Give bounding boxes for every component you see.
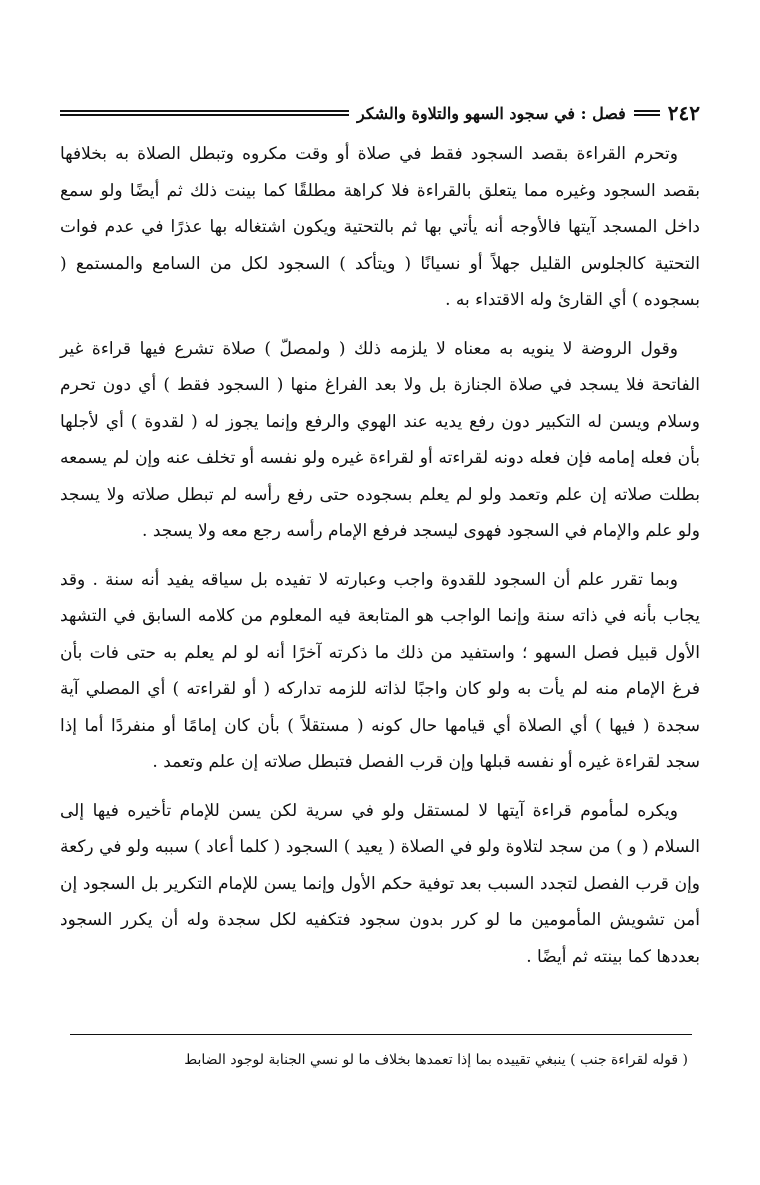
section-title: فصل : في سجود السهو والتلاوة والشكر <box>356 103 626 123</box>
paragraph: ويكره لمأموم قراءة آيتها لا لمستقل ولو في سرية لكن يسن للإمام تأخيره فيها إلى السلام ( و ) من سجد لتلاوة ولو في الصلاة ( يعيد ) السجود ( كلما أعاد ) سببه ولو في ركعة وإن قرب الفصل لتجدد السبب بعد توفية حكم الأول وإنما يسن للإمام التكرير بل السجود إن أمن تشويش المأمومين ما لو كرر بدون سجود فتكفيه لكل سجدة وله أن يكرر السجود بعددها كما بينته ثم أيضًا . <box>60 800 700 967</box>
page-number: ٢٤٢ <box>667 101 700 125</box>
header-rule-long <box>60 110 349 116</box>
header-rule-short <box>634 110 660 116</box>
footnote: ( قوله لقراءة جنب ) ينبغي تقييده بما إذا تعمدها بخلاف ما لو نسي الجنابة لوجود الضابط <box>184 1052 688 1068</box>
running-header <box>60 96 700 130</box>
paragraph: وقول الروضة لا ينويه به معناه لا يلزمه ذلك ( ولمصلّ ) صلاة تشرع فيها قراءة غير الفاتحة فلا يسجد في صلاة الجنازة بل ولا بعد الفراغ منها ( السجود فقط ) أي دون تحرم وسلام ويسن له التكبير دون رفع يديه عند الهوي والرفع وإنما يجوز له ( لقدوة ) أي لأجلها بأن فعله إمامه فإن فعله دونه لقراءته أو لقراءة غيره ولو نفسه أو تخلف عنه وإن لم يسمعه بطلت صلاته إن علم وتعمد ولو لم يعلم بسجوده حتى رفع رأسه لم تبطل صلاته ولا يسجد ولو علم والإمام في السجود فهوى ليسجد فرفع الإمام رأسه رجع معه ولا يسجد . <box>60 338 700 541</box>
footnote-divider <box>70 1034 692 1035</box>
page-content <box>60 96 700 987</box>
paragraph: وبما تقرر علم أن السجود للقدوة واجب وعبارته لا تفيده بل سياقه يفيد أنه سنة . وقد يجاب بأنه في ذاته سنة وإنما الواجب هو المتابعة فيه المعلوم من كلامه السابق في التشهد الأول قبيل فصل السهو ؛ واستفيد من ذلك ما ذكرته آخرًا أنه لو لم يعلم به حتى فات بأن فرغ الإمام منه لم يأت به ولو كان واجبًا لذاته للزمه تداركه ( أو لقراءته ) أي المصلي آية سجدة ( فيها ) أي الصلاة أي قيامها حال كونه ( مستقلاً ) بأن كان إمامًا أو منفردًا أما إذا سجد لقراءة غيره أو نفسه قبلها وإن قرب الفصل فتبطل صلاته إن علم وتعمد . <box>60 569 700 772</box>
paragraph: وتحرم القراءة بقصد السجود فقط في صلاة أو وقت مكروه وتبطل الصلاة به بخلافها بقصد السجود وغيره مما يتعلق بالقراءة فلا كراهة مطلقًا كما بينت ذلك ثم أيضًا ولو سمع داخل المسجد آيتها فالأوجه أنه يأتي بها ثم بالتحتية ويكون اشتغاله بها عذرًا في عدم فوات التحتية كالجلوس القليل جهلاً أو نسيانًا ( ويتأكد ) السجود لكل من السامع والمستمع ( بسجوده ) أي القارئ وله الاقتداء به . <box>60 144 700 310</box>
body-text <box>60 136 700 975</box>
